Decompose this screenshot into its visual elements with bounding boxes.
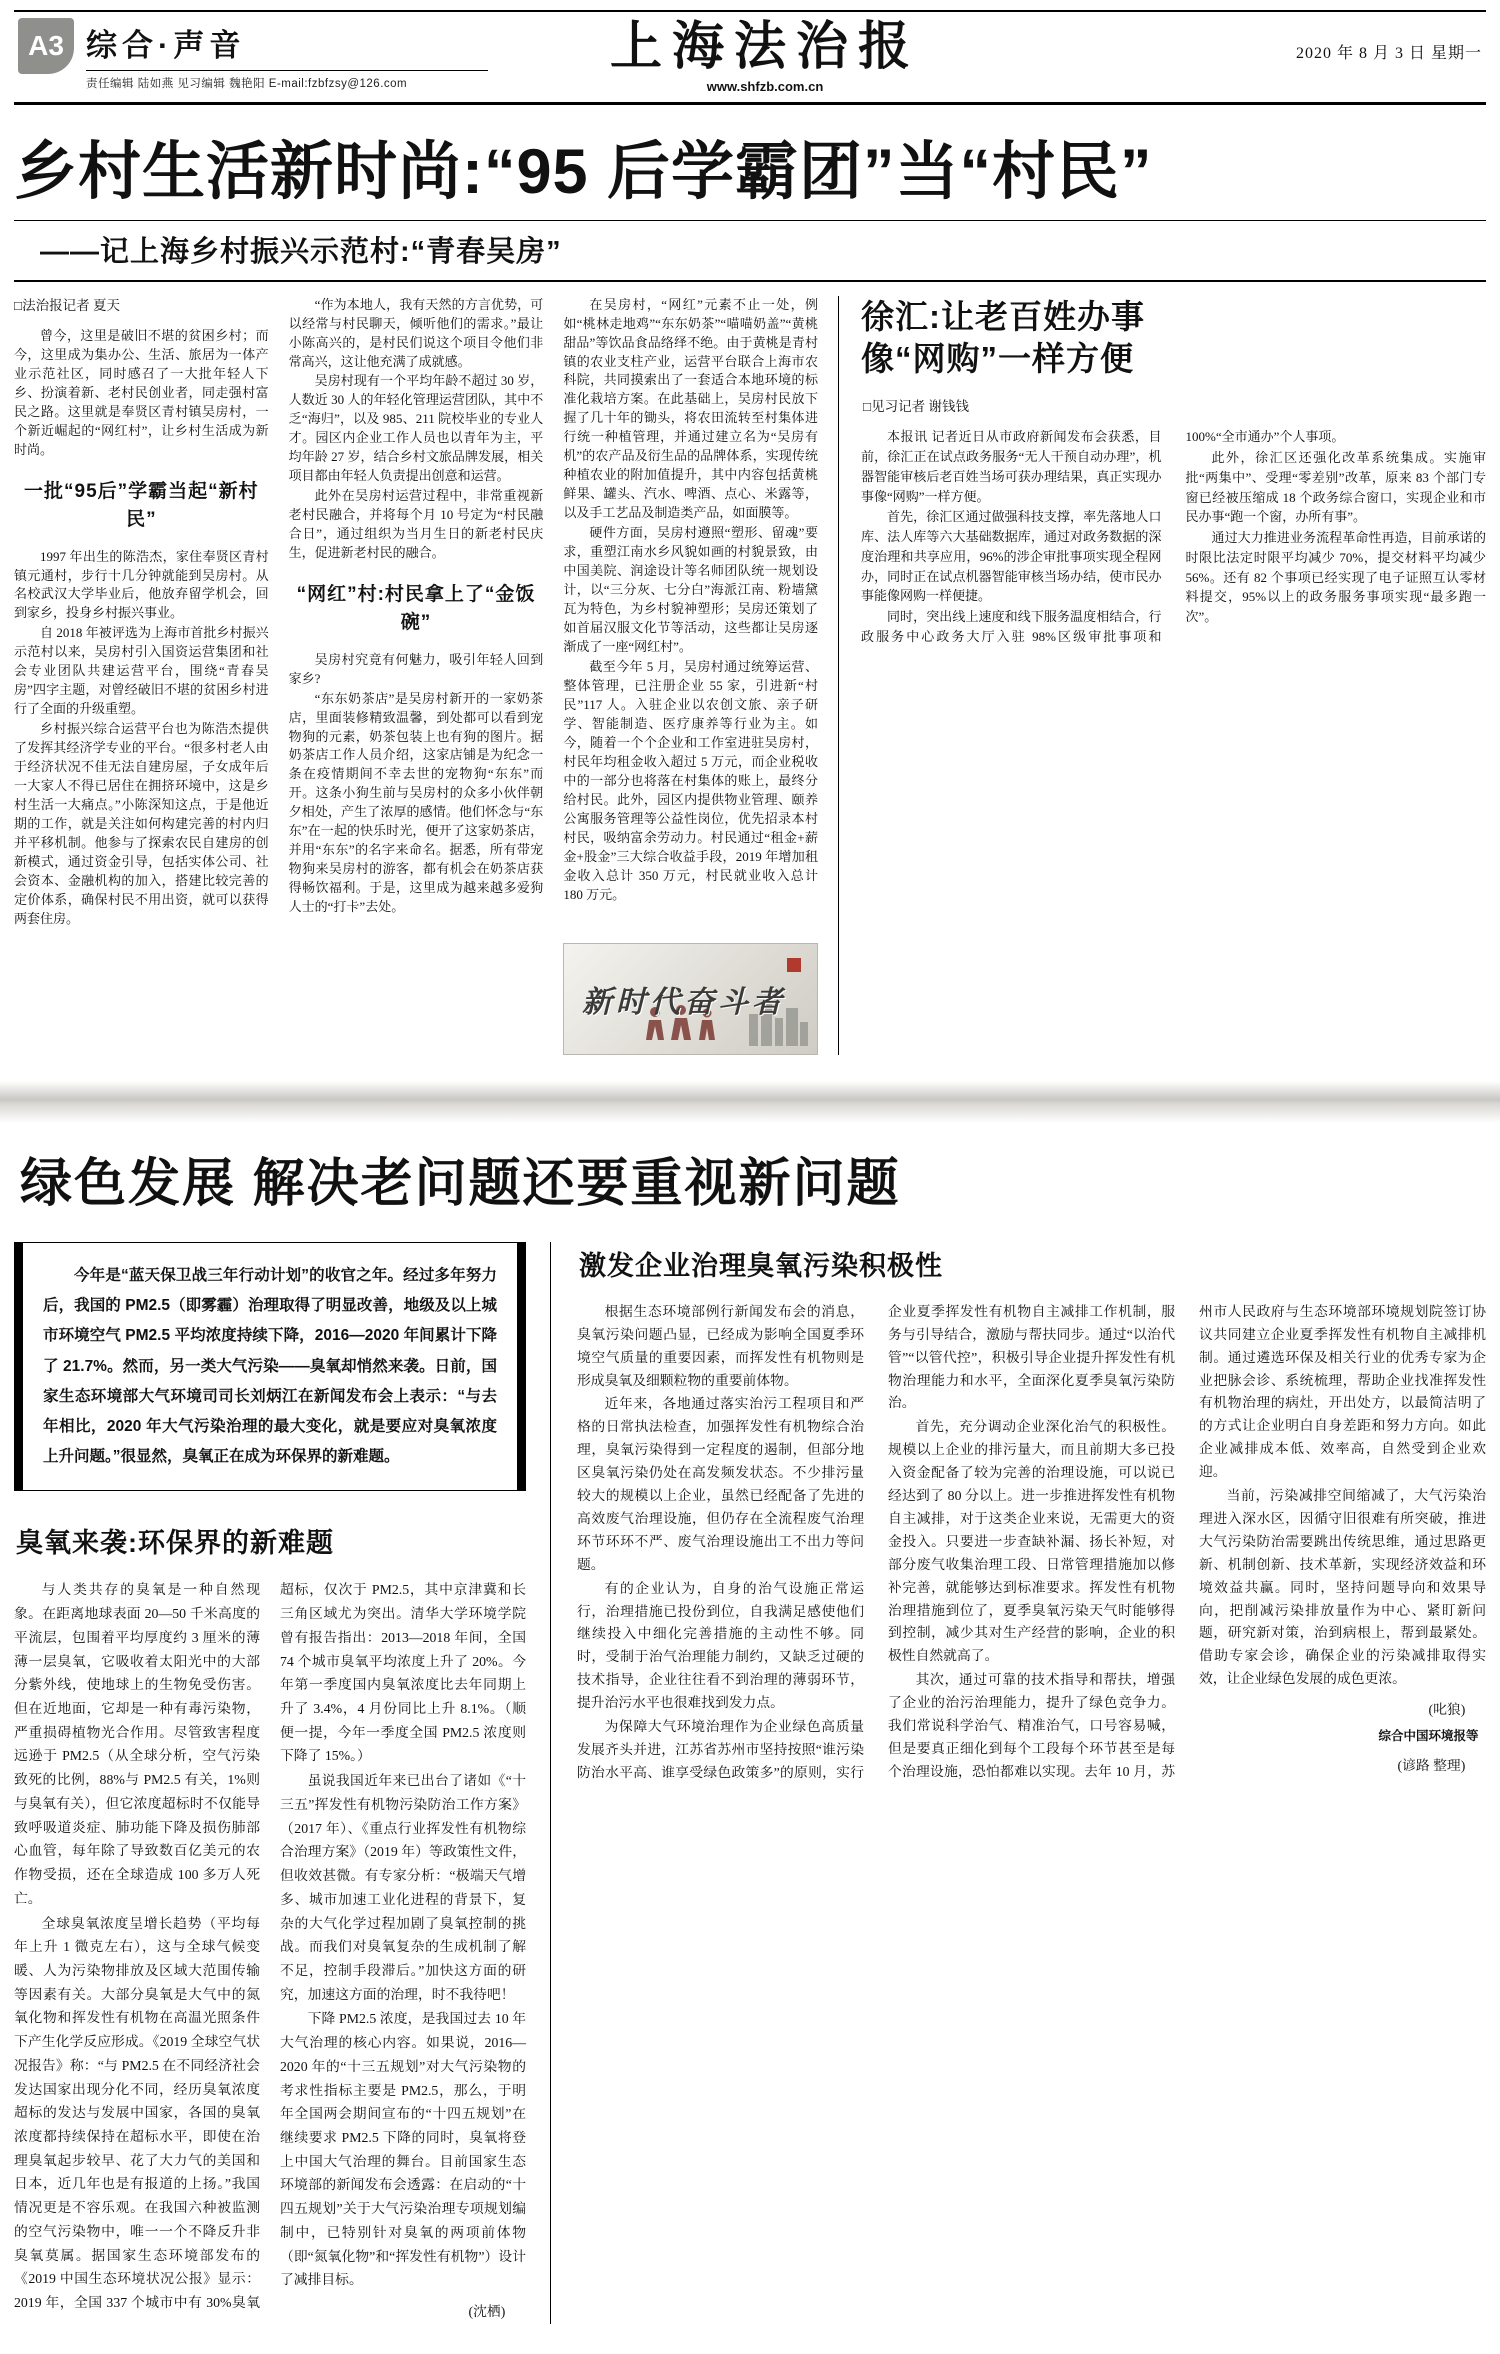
article-paragraph: 有的企业认为，自身的治气设施正常运行，治理措施已投份到位，自我满足感使他们继续投入中细化完善措施的主动性不够。同时，受制于治气治理能力制约，又缺乏过硬的技术指导，企业往往看不到治理的薄弱环节，提升治污水平也很难找到发力点。 — [577, 1580, 864, 1711]
lead-article-flow — [14, 296, 818, 929]
author-credit: (谚路 整理) — [1397, 1757, 1466, 1773]
vocs-article-heading: 激发企业治理臭氧污染积极性 — [579, 1250, 943, 1281]
edition-badge — [18, 18, 74, 74]
article-subheading: “网红”村:村民拿上了“金饭碗” — [296, 584, 536, 633]
side-article — [838, 296, 1486, 1055]
lead-article — [14, 296, 838, 1055]
side-article-flow — [861, 427, 1486, 646]
source-credit: 综合中国环境报等 — [1378, 1728, 1479, 1743]
article-paragraph: 当前，污染减排空间缩减了，大气污染治理进入深水区，因循守旧很难有所突破，推进大气污染防治需要跳出传统思维，通过思路更新、机制创新、技术革新，实现经济效益和环境效益共赢。同时，坚持问题导向和效果导向，把削减污染排放量作为中心、紧盯新问题，研究新对策，治到病根上，帮到最紧处。借助专家会诊，确保企业的污染减排取得实效，让企业绿色发展的成色更浓。 — [1199, 1488, 1486, 1687]
side-headline — [861, 296, 1486, 382]
lead-subhead: ——记上海乡村振兴示范村:“青春吴房” — [40, 235, 562, 268]
article-paragraph: 根据生态环境部例行新闻发布会的消息，臭氧污染问题凸显，已经成为影响全国夏季环境空气质量的重要因素，而挥发性有机物则是形成臭氧及细颗粒物的重要前体物。 — [577, 1303, 864, 1388]
article-subheading: 一批“95后”学霸当起“新村民” — [24, 481, 259, 530]
header-left — [18, 18, 488, 91]
header-center — [488, 18, 1042, 94]
article-byline: □法治报记者 夏天 — [14, 297, 121, 313]
website-url: www.shfzb.com.cn — [706, 78, 824, 94]
article-paragraph: 截至今年 5 月，吴房村通过统筹运营、整体管理，已注册企业 55 家，引进新“村民”117 人。入驻企业以农创文旅、亲子研学、智能制造、医疗康养等行业为主。如今，随着一个个企业和工作室进驻吴房村，村民年均租金收入超过 5 万元，而企业税收中的一部分也将落在村集体的账上，最终分给村民。此外，园区内提供物业管理、颐养公寓服务管理等公益性岗位，优先招录本村村民，吸纳富余劳动力。村民通过“租金+薪金+股金”三大综合收益手段，2019 年增加租金收入总计 350 万元，村民就业收入总计 180 万元。 — [563, 659, 818, 902]
side-headline-line2: 像“网购”一样方便 — [861, 340, 1134, 378]
date-line: 2020 年 8 月 3 日 星期一 — [1295, 45, 1482, 62]
page-header — [14, 10, 1486, 105]
article-paragraph: 为保障大气环境治理作为企业绿色高质量发展齐头并进，江苏省苏州市坚持按照“谁污染防治水平高、谁享受绿色政策多”的原则，实行企业夏季挥发性有机物自主减排工作机制，服务与引导结合，激励与帮扶同步。通过“以治代管”“以管代控”，积极引导企业提升挥发性有机物治理能力和水平，全面深化夏季臭氧污染防治。 — [577, 1303, 1175, 1780]
article-paragraph: 同时，突出线上速度和线下服务温度相结合，行政服务中心政务大厅入驻 98%区级审批事项和 100%“全市通办”个人事项。 — [861, 429, 1345, 644]
page-fold-separator — [0, 1081, 1500, 1123]
author-credit: (叱狼) — [1428, 1702, 1466, 1718]
header-right — [1042, 18, 1482, 63]
article-paragraph: 首先，充分调动企业深化治气的积极性。规模以上企业的排污量大，而且前期大多已投入资金配备了较为完善的治理设施，可以说已经达到了 80 分以上。进一步推进挥发性有机物自主减排，对于这类企业来说，无需更大的资金投入。只要进一步查缺补漏、扬长补短，对部分废气收集治理工段、日常管理措施加以修补完善，就能够达到标准要求。挥发性有机物治理措施到位了，夏季臭氧污染天气时能够得到控制，减少其对生产经营的影响，企业的积极性自然就高了。 — [888, 1419, 1175, 1664]
article-paragraph: 吴房村现有一个平均年龄不超过 30 岁，人数近 30 人的年轻化管理运营团队，其中不乏“海归”，以及 985、211 院校毕业的专业人才。园区内企业工作人员也以青年为主，平均年龄 27 岁，结合乡村文旅品牌发展，相关项目都由年轻人负责提出创意和运营。 — [288, 373, 544, 484]
editors-line: 责任编辑 陆如燕 见习编辑 魏艳阳 E-mail:fzbfzsy@126.com — [86, 78, 408, 90]
vocs-article — [550, 1242, 1486, 2324]
bottom-headline: 绿色发展 解决老问题还要重视新问题 — [20, 1154, 901, 1213]
article-paragraph: 自 2018 年被评选为上海市首批乡村振兴示范村以来，吴房村引入国资运营集团和社会专业团队共建运营平台，围绕“青春吴房”四字主题，对曾经破旧不堪的贫困乡村进行了全面的升级重塑。 — [14, 625, 269, 717]
article-paragraph: 与人类共存的臭氧是一种自然现象。在距离地球表面 20—50 千米高度的平流层，包围着平均厚度约 3 厘米的薄薄一层臭氧，它吸收着太阳光中的大部分紫外线，使地球上的生物免受伤害。但在近地面，它却是一种有毒污染物，严重损碍植物光合作用。尽管致害程度远逊于 PM2.5（从全球分析，空气污染致死的比例，88%与 PM2.5 有关，1%则与臭氧有关），但它浓度超标时不仅能导致呼吸道炎症、肺功能下降及损伤肺部心血管，每年除了导致数百亿美元的农作物受损，还在全球造成 100 多万人死亡。 — [14, 1582, 260, 1906]
side-byline: □见习记者 谢钱钱 — [863, 399, 970, 415]
ozone-article-heading: 臭氧来袭:环保界的新难题 — [16, 1528, 334, 1559]
article-paragraph: 此外，徐汇区还强化改革系统集成。实施审批“两集中”、受理“零差别”改革，原来 83 个部门专窗已经被压缩成 18 个政务综合窗口，实现企业和市民办事“跑一个窗，办所有事”。 — [1185, 450, 1486, 525]
article-paragraph: 虽说我国近年来已出台了诸如《“十三五”挥发性有机物污染防治工作方案》（2017 年）、《重点行业挥发性有机物综合治理方案》（2019 年）等政策性文件，但收效甚微。有专家分析：“极端天气增多、城市加速工业化进程的背景下，复杂的大气化学过程加剧了臭氧控制的挑战。而我们对臭氧复杂的生成机制了解不足，控制手段滞后。”加快这方面的研究，加速这方面的治理，时不我待吧！ — [280, 1773, 526, 2002]
article-paragraph: “东东奶茶店”是吴房村新开的一家奶茶店，里面装修精致温馨，到处都可以看到宠物狗的元素，奶茶包装上也有狗的图片。据奶茶店工作人员介绍，这家店铺是为纪念一条在疫情期间不幸去世的宠物狗“东东”而开。这条小狗生前与吴房村的众多小伙伴朝夕相处，产生了浓厚的感情。他们怀念与“东东”在一起的快乐时光，便开了这家奶茶店，并用“东东”的名字来命名。据悉，所有带宠物狗来吴房村的游客，都有机会在奶茶店获得畅饮福利。于是，这里成为越来越多爱狗人士的“打卡”去处。 — [288, 690, 544, 915]
article-paragraph: 近年来，各地通过落实治污工程项目和严格的日常执法检查，加强挥发性有机物综合治理，臭氧污染得到一定程度的遏制，但部分地区臭氧污染仍处在高发频发状态。不少排污量较大的规模以上企业，虽然已经配备了先进的高效废气治理设施，但仍存在全流程废气治理环节环环不严、废气治理设施出工不出力等问题。 — [577, 1396, 864, 1572]
section-divider — [86, 70, 488, 71]
striver-caption: 新时代奋斗者 — [582, 984, 786, 1020]
side-headline-line1: 徐汇:让老百姓办事 — [861, 297, 1145, 335]
ozone-article-flow — [14, 1578, 526, 2323]
article-paragraph: 1997 年出生的陈浩杰，家住奉贤区青村镇元通村，步行十几分钟就能到吴房村。从名校武汉大学毕业后，他放弃留学机会，回到家乡，投身乡村振兴事业。 — [14, 548, 269, 621]
intro-text: 今年是“蓝天保卫战三年行动计划”的收官之年。经过多年努力后，我国的 PM2.5（即雾霾）治理取得了明显改善，地级及以上城市环境空气 PM2.5 平均浓度持续下降，2016—2020 年间累计下降了 21.7%。然而，另一类大气污染——臭氧却悄然来袭。日前，国家生态环境部大气环境司司长刘炳江在新闻发布会上表示：“与去年相比，2020 年大气污染治理的最大变化，就是要应对臭氧浓度上升问题。”很显然，臭氧正在成为环保界的新难题。 — [43, 1266, 497, 1466]
article-paragraph: 其次，通过可靠的技术指导和帮扶，增强了企业的治污治理能力，提升了绿色竞争力。我们常说科学治气、精准治气，口号容易喊，但是要真正细化到每个工段每个环节甚至是每个治理设施，恐怕都难以实现。去年 10 月，苏州市人民政府与生态环境部环境规划院签订协议共同建立企业夏季挥发性有机物自主减排机制。通过遴选环保及相关行业的优秀专家为企业把脉会诊、系统梳理，帮助企业找准挥发性有机物治理的病灶，开出处方，以最简洁明了的方式让企业明白自身差距和努力方向。如此企业减排成本低、效率高，自然受到企业欢迎。 — [888, 1303, 1486, 1779]
article-paragraph: 曾今，这里是破旧不堪的贫困乡村；而今，这里成为集办公、生活、旅居为一体产业示范社区，同时感召了一大批年轻人下乡、扮演着新、老村民创业者，同走强村富民之路。这里就是奉贤区青村镇吴房村，一个新近崛起的“网红村”，让乡村生活成为新时尚。 — [14, 328, 269, 458]
article-paragraph: 全球臭氧浓度呈增长趋势（平均每年上升 1 微克左右），这与全球气候变暖、人为污染物排放及区域大范围传输等因素有关。大部分臭氧是大气中的氮氧化物和挥发性有机物在高温光照条件下产生化学反应形成。《2019 全球空气状况报告》称：“与 PM2.5 在不同经济社会发达国家出现分化不同，经历臭氧浓度超标的发达与发展中国家，各国的臭氧浓度都持续保持在超标水平，即使在治理臭氧起步较早、花了大力气的美国和日本，近几年也是有报道的上扬。”我国情况更是不容乐观。在我国六种被监测的空气污染物中，唯一一个不降反升非臭氧莫属。据国家生态环境部发布的《2019 中国生态环境状况公报》显示：2019 年，全国 337 个城市中有 30%臭氧超标，仅次于 PM2.5，其中京津冀和长三角区域尤为突出。清华大学环境学院曾有报告指出：2013—2018 年间，全国 74 个城市臭氧平均浓度上升了 20%。今年第一季度国内臭氧浓度比去年同期上升了 3.4%，4 月份同比上升 8.1%。（顺便一提，今年一季度全国 PM2.5 浓度则下降了 15%。） — [14, 1582, 526, 2311]
article-paragraph: 下降 PM2.5 浓度，是我国过去 10 年大气治理的核心内容。如果说，2016—2020 年的“十三五规划”对大气污染物的考求性指标主要是 PM2.5，那么，于明年全国两会期间宣布的“十四五规划”在继续要求 PM2.5 下降的同时，臭氧将登上中国大气治理的舞台。目前国家生态环境部的新闻发布会透露：在启动的“十四五规划”关于大气污染治理专项规划编制中，已特别针对臭氧的两项前体物（即“氮氧化物”和“挥发性有机物”）设计了减排目标。 — [280, 2011, 526, 2288]
intro-box — [14, 1242, 526, 1492]
article-paragraph: 硬件方面，吴房村遵照“塑形、留魂”要求，重塑江南水乡风貌如画的村貌景致，由中国美院、润途设计等名师团队统一规划设计，以“三分灰、七分白”海派江南、粉墙黛瓦为特色，为乡村貌神塑形；吴房还策划了如首届汉服文化节等活动，这些都让吴房逐渐成了一座“网红村”。 — [563, 525, 818, 655]
striver-illustration — [563, 943, 818, 1055]
lead-subhead-row — [14, 220, 1486, 282]
article-paragraph: “作为本地人，我有天然的方言优势，可以经常与村民聊天，倾听他们的需求。”最让小陈高兴的，是村民们说这个项目令他们非常高兴，这让他充满了成就感。 — [288, 296, 544, 369]
bottom-grid — [14, 1242, 1486, 2324]
section-name: 综合·声音 — [86, 28, 246, 63]
author-credit: (沈栖) — [468, 2304, 506, 2320]
masthead-title: 上海法治报 — [609, 16, 920, 77]
article-paragraph: 在吴房村，“网红”元素不止一处，例如“桃林走地鸡”“东东奶茶”“喵喵奶盖”“黄桃甜品”等饮品食品络绎不绝。由于黄桃是青村镇的农业支柱产业，运营平台联合上海市农科院，共同摸索出了一套适合本地环境的标准化栽培方案。在此基础上，吴房村民放下握了几十年的锄头，将农田流转至村集体进行统一种植管理，并通过建立名为“吴房有机”的农产品及衍生品的品牌体系，实现传统种植农业的附加值提升，其中内容包括黄桃鲜果、罐头、汽水、啤酒、点心、米露等，以及手工艺品及制造类产品，如面膜等。 — [563, 296, 818, 521]
article-paragraph: 吴房村究竟有何魅力，吸引年轻人回到家乡? — [288, 651, 544, 686]
article-paragraph: 本报讯 记者近日从市政府新闻发布会获悉，目前，徐汇正在试点政务服务“无人干预自动办理”，机器智能审核后老百姓当场可获办理结果，真正实现办事像“网购”一样方便。 — [861, 429, 1162, 504]
article-paragraph: 首先，徐汇区通过做强科技支撑，率先落地人口库、法人库等六大基础数据库，通过对政务数据的深度治理和共享应用，96%的涉企审批事项实现全程网办，同时正在试点机器智能审核当场办结，使市民办事能像网购一样便捷。 — [861, 509, 1162, 604]
lead-headline: 乡村生活新时尚:“95 后学霸团”当“村民” — [14, 136, 1153, 207]
article-paragraph: 此外在吴房村运营过程中，非常重视新老村民融合，并将每个月 10 号定为“村民融合日”，通过组织为当月生日的新老村民庆生，促进新老村民的融合。 — [288, 488, 544, 561]
top-band — [14, 296, 1486, 1055]
article-paragraph: 乡村振兴综合运营平台也为陈浩杰提供了发挥其经济学专业的平台。“很多村老人由于经济状况不佳无法自建房屋，子女成年后一大家人不得已居住在拥挤环境中，这是乡村生活一大痛点。”小陈深知这点，于是他近期的工作，就是关注如何构建完善的村内归并平移机制。他参与了探索农民自建房的创新模式，通过资金引导，包括实体公司、社会资本、金融机构的加入，搭建比较完善的定价体系，确保村民不用出资，就可以获得两套住房。 — [14, 721, 269, 926]
bottom-band — [14, 1123, 1486, 2324]
article-paragraph: 通过大力推进业务流程革命性再造，目前承诺的时限比法定时限平均减少 70%，提交材料平均减少 56%。还有 82 个事项已经实现了电子证照互认零材料提交，95%以上的政务服务事项实现“最多跑一次”。 — [1185, 530, 1486, 625]
section-block — [86, 18, 488, 91]
vocs-article-flow — [577, 1301, 1486, 1785]
red-seal-icon — [787, 958, 801, 972]
edition-label: A3 — [28, 30, 64, 61]
ozone-article — [14, 1242, 550, 2324]
